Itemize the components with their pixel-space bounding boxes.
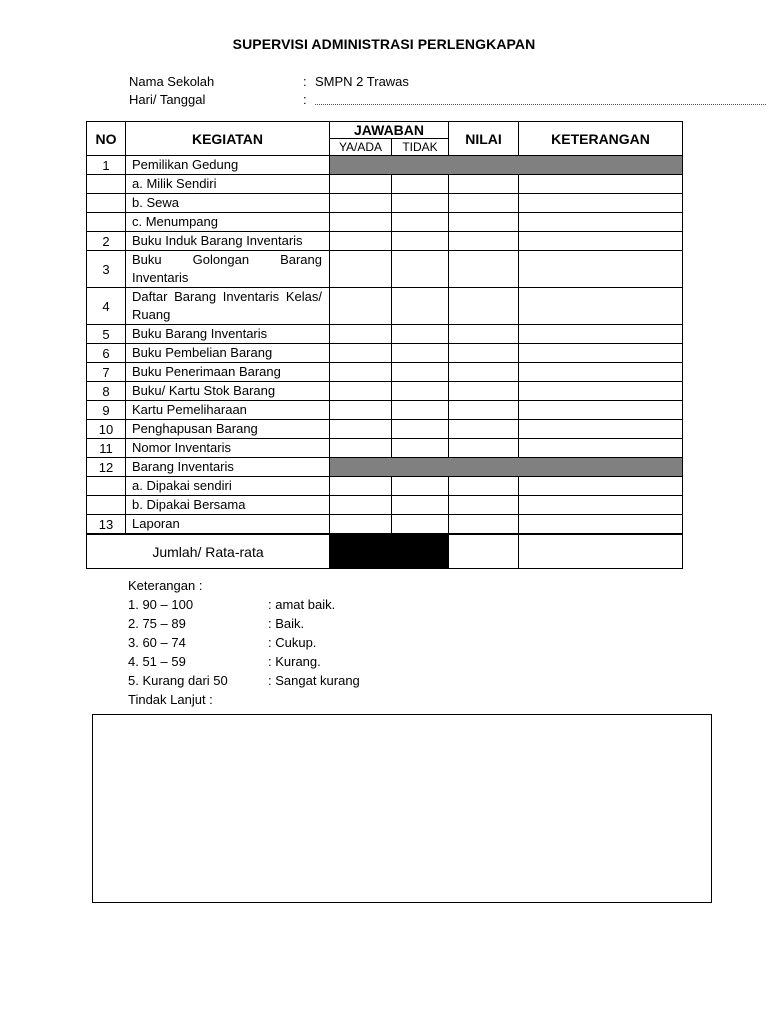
header-tidak: TIDAK	[392, 139, 449, 156]
legend-heading-text: Keterangan :	[128, 578, 203, 593]
legend-desc: : Baik.	[268, 616, 305, 631]
cell-keterangan[interactable]	[519, 325, 683, 344]
row-number	[87, 213, 126, 232]
row-activity: Pemilikan Gedung	[126, 156, 330, 175]
row-number: 13	[87, 515, 126, 535]
cell-ya-ada[interactable]	[330, 344, 392, 363]
row-activity: c. Menumpang	[126, 213, 330, 232]
row-number	[87, 496, 126, 515]
table-row	[87, 156, 683, 175]
row-activity: Daftar Barang Inventaris Kelas/ Ruang	[126, 288, 330, 325]
table-row	[87, 175, 683, 194]
cell-keterangan[interactable]	[519, 401, 683, 420]
total-row	[87, 534, 683, 569]
cell-keterangan[interactable]	[519, 420, 683, 439]
row-number: 4	[87, 288, 126, 325]
cell-ya-ada[interactable]	[330, 194, 392, 213]
row-activity: Buku Pembelian Barang	[126, 344, 330, 363]
cell-nilai[interactable]	[449, 325, 519, 344]
cell-ya-ada[interactable]	[330, 496, 392, 515]
cell-keterangan[interactable]	[519, 382, 683, 401]
row-number: 5	[87, 325, 126, 344]
legend-desc: : Sangat kurang	[268, 673, 360, 688]
table-row	[87, 194, 683, 213]
row-activity: Buku Penerimaan Barang	[126, 363, 330, 382]
cell-keterangan[interactable]	[519, 439, 683, 458]
cell-keterangan[interactable]	[519, 515, 683, 535]
followup-box[interactable]	[92, 714, 712, 903]
cell-ya-ada[interactable]	[330, 363, 392, 382]
school-name-colon: :	[303, 74, 307, 89]
page-title: SUPERVISI ADMINISTRASI PERLENGKAPAN	[232, 36, 536, 52]
table-row	[87, 213, 683, 232]
cell-tidak[interactable]	[392, 401, 449, 420]
row-activity: Kartu Pemeliharaan	[126, 401, 330, 420]
row-activity: b. Dipakai Bersama	[126, 496, 330, 515]
cell-nilai[interactable]	[449, 213, 519, 232]
table-row	[87, 344, 683, 363]
cell-nilai[interactable]	[449, 175, 519, 194]
cell-tidak[interactable]	[392, 213, 449, 232]
row-number: 11	[87, 439, 126, 458]
table-row	[87, 325, 683, 344]
row-number: 6	[87, 344, 126, 363]
row-number: 10	[87, 420, 126, 439]
total-nilai-cell[interactable]	[449, 534, 519, 569]
cell-keterangan[interactable]	[519, 496, 683, 515]
legend-desc: : amat baik.	[268, 597, 336, 612]
row-activity: Laporan	[126, 515, 330, 535]
cell-tidak[interactable]	[392, 194, 449, 213]
row-number: 12	[87, 458, 126, 477]
cell-tidak[interactable]	[392, 288, 449, 325]
row-number: 8	[87, 382, 126, 401]
row-activity: Nomor Inventaris	[126, 439, 330, 458]
table-row	[87, 496, 683, 515]
cell-nilai[interactable]	[449, 515, 519, 535]
table-row	[87, 382, 683, 401]
blacked-cell	[330, 534, 392, 569]
total-keterangan-cell[interactable]	[519, 534, 683, 569]
supervision-table	[86, 121, 683, 569]
cell-ya-ada[interactable]	[330, 325, 392, 344]
cell-ya-ada[interactable]	[330, 515, 392, 535]
cell-keterangan[interactable]	[519, 344, 683, 363]
cell-tidak[interactable]	[392, 420, 449, 439]
cell-tidak[interactable]	[392, 496, 449, 515]
legend-range: 3. 60 – 74	[128, 635, 186, 650]
cell-nilai[interactable]	[449, 288, 519, 325]
cell-nilai[interactable]	[449, 363, 519, 382]
row-number: 1	[87, 156, 126, 175]
cell-nilai[interactable]	[449, 496, 519, 515]
row-activity: a. Milik Sendiri	[126, 175, 330, 194]
legend-desc: : Kurang.	[268, 654, 321, 669]
header-no: NO	[87, 122, 126, 156]
legend-range: 5. Kurang dari 50	[128, 673, 228, 688]
table-row	[87, 288, 683, 325]
cell-ya-ada[interactable]	[330, 213, 392, 232]
cell-tidak[interactable]	[392, 175, 449, 194]
legend-desc: : Cukup.	[268, 635, 317, 650]
header-jawaban: JAWABAN	[330, 122, 449, 139]
cell-nilai[interactable]	[449, 382, 519, 401]
cell-tidak[interactable]	[392, 382, 449, 401]
table-row	[87, 458, 683, 477]
legend-range: 1. 90 – 100	[128, 597, 194, 612]
cell-ya-ada[interactable]	[330, 232, 392, 251]
table-row	[87, 251, 683, 288]
cell-keterangan[interactable]	[519, 232, 683, 251]
row-number	[87, 175, 126, 194]
cell-tidak[interactable]	[392, 363, 449, 382]
cell-keterangan[interactable]	[519, 175, 683, 194]
table-row	[87, 515, 683, 535]
school-name-value: SMPN 2 Trawas	[315, 74, 409, 89]
row-activity: b. Sewa	[126, 194, 330, 213]
cell-keterangan[interactable]	[519, 288, 683, 325]
cell-tidak[interactable]	[392, 515, 449, 535]
cell-nilai[interactable]	[449, 344, 519, 363]
row-number: 2	[87, 232, 126, 251]
row-number: 9	[87, 401, 126, 420]
cell-tidak[interactable]	[392, 232, 449, 251]
row-activity: a. Dipakai sendiri	[126, 477, 330, 496]
row-number: 3	[87, 251, 126, 288]
followup-label: Tindak Lanjut :	[128, 692, 213, 707]
table-row	[87, 439, 683, 458]
cell-keterangan[interactable]	[519, 251, 683, 288]
cell-ya-ada[interactable]	[330, 175, 392, 194]
row-number	[87, 194, 126, 213]
cell-nilai[interactable]	[449, 420, 519, 439]
cell-nilai[interactable]	[449, 401, 519, 420]
row-activity: Buku Barang Inventaris	[126, 325, 330, 344]
table-row	[87, 363, 683, 382]
header-kegiatan: KEGIATAN	[126, 122, 330, 156]
row-activity: Buku/ Kartu Stok Barang	[126, 382, 330, 401]
shaded-cell	[330, 458, 683, 477]
cell-ya-ada[interactable]	[330, 251, 392, 288]
cell-keterangan[interactable]	[519, 477, 683, 496]
blacked-cell	[392, 534, 449, 569]
row-activity: Buku Induk Barang Inventaris	[126, 232, 330, 251]
row-activity: Penghapusan Barang	[126, 420, 330, 439]
table-row	[87, 401, 683, 420]
legend-range: 2. 75 – 89	[128, 616, 186, 631]
cell-ya-ada[interactable]	[330, 382, 392, 401]
school-name-label: Nama Sekolah	[129, 74, 215, 89]
header-nilai: NILAI	[449, 122, 519, 156]
cell-nilai[interactable]	[449, 194, 519, 213]
cell-tidak[interactable]	[392, 477, 449, 496]
header-ya-ada: YA/ADA	[330, 139, 392, 156]
cell-nilai[interactable]	[449, 477, 519, 496]
cell-tidak[interactable]	[392, 251, 449, 288]
cell-ya-ada[interactable]	[330, 401, 392, 420]
cell-keterangan[interactable]	[519, 213, 683, 232]
header-keterangan: KETERANGAN	[519, 122, 683, 156]
cell-nilai[interactable]	[449, 232, 519, 251]
cell-ya-ada[interactable]	[330, 288, 392, 325]
row-number: 7	[87, 363, 126, 382]
cell-nilai[interactable]	[449, 439, 519, 458]
date-fill-line[interactable]	[315, 104, 766, 105]
row-activity: Buku Golongan Barang Inventaris	[126, 251, 330, 288]
table-row	[87, 477, 683, 496]
cell-tidak[interactable]	[392, 439, 449, 458]
row-number	[87, 477, 126, 496]
table-row	[87, 420, 683, 439]
cell-keterangan[interactable]	[519, 363, 683, 382]
table-row	[87, 232, 683, 251]
cell-tidak[interactable]	[392, 344, 449, 363]
total-label: Jumlah/ Rata-rata	[87, 534, 330, 569]
legend-range: 4. 51 – 59	[128, 654, 186, 669]
date-colon: :	[303, 92, 307, 107]
cell-ya-ada[interactable]	[330, 439, 392, 458]
date-label: Hari/ Tanggal	[129, 92, 206, 107]
cell-tidak[interactable]	[392, 325, 449, 344]
cell-keterangan[interactable]	[519, 194, 683, 213]
cell-nilai[interactable]	[449, 251, 519, 288]
cell-ya-ada[interactable]	[330, 477, 392, 496]
shaded-cell	[330, 156, 683, 175]
row-activity: Barang Inventaris	[126, 458, 330, 477]
cell-ya-ada[interactable]	[330, 420, 392, 439]
